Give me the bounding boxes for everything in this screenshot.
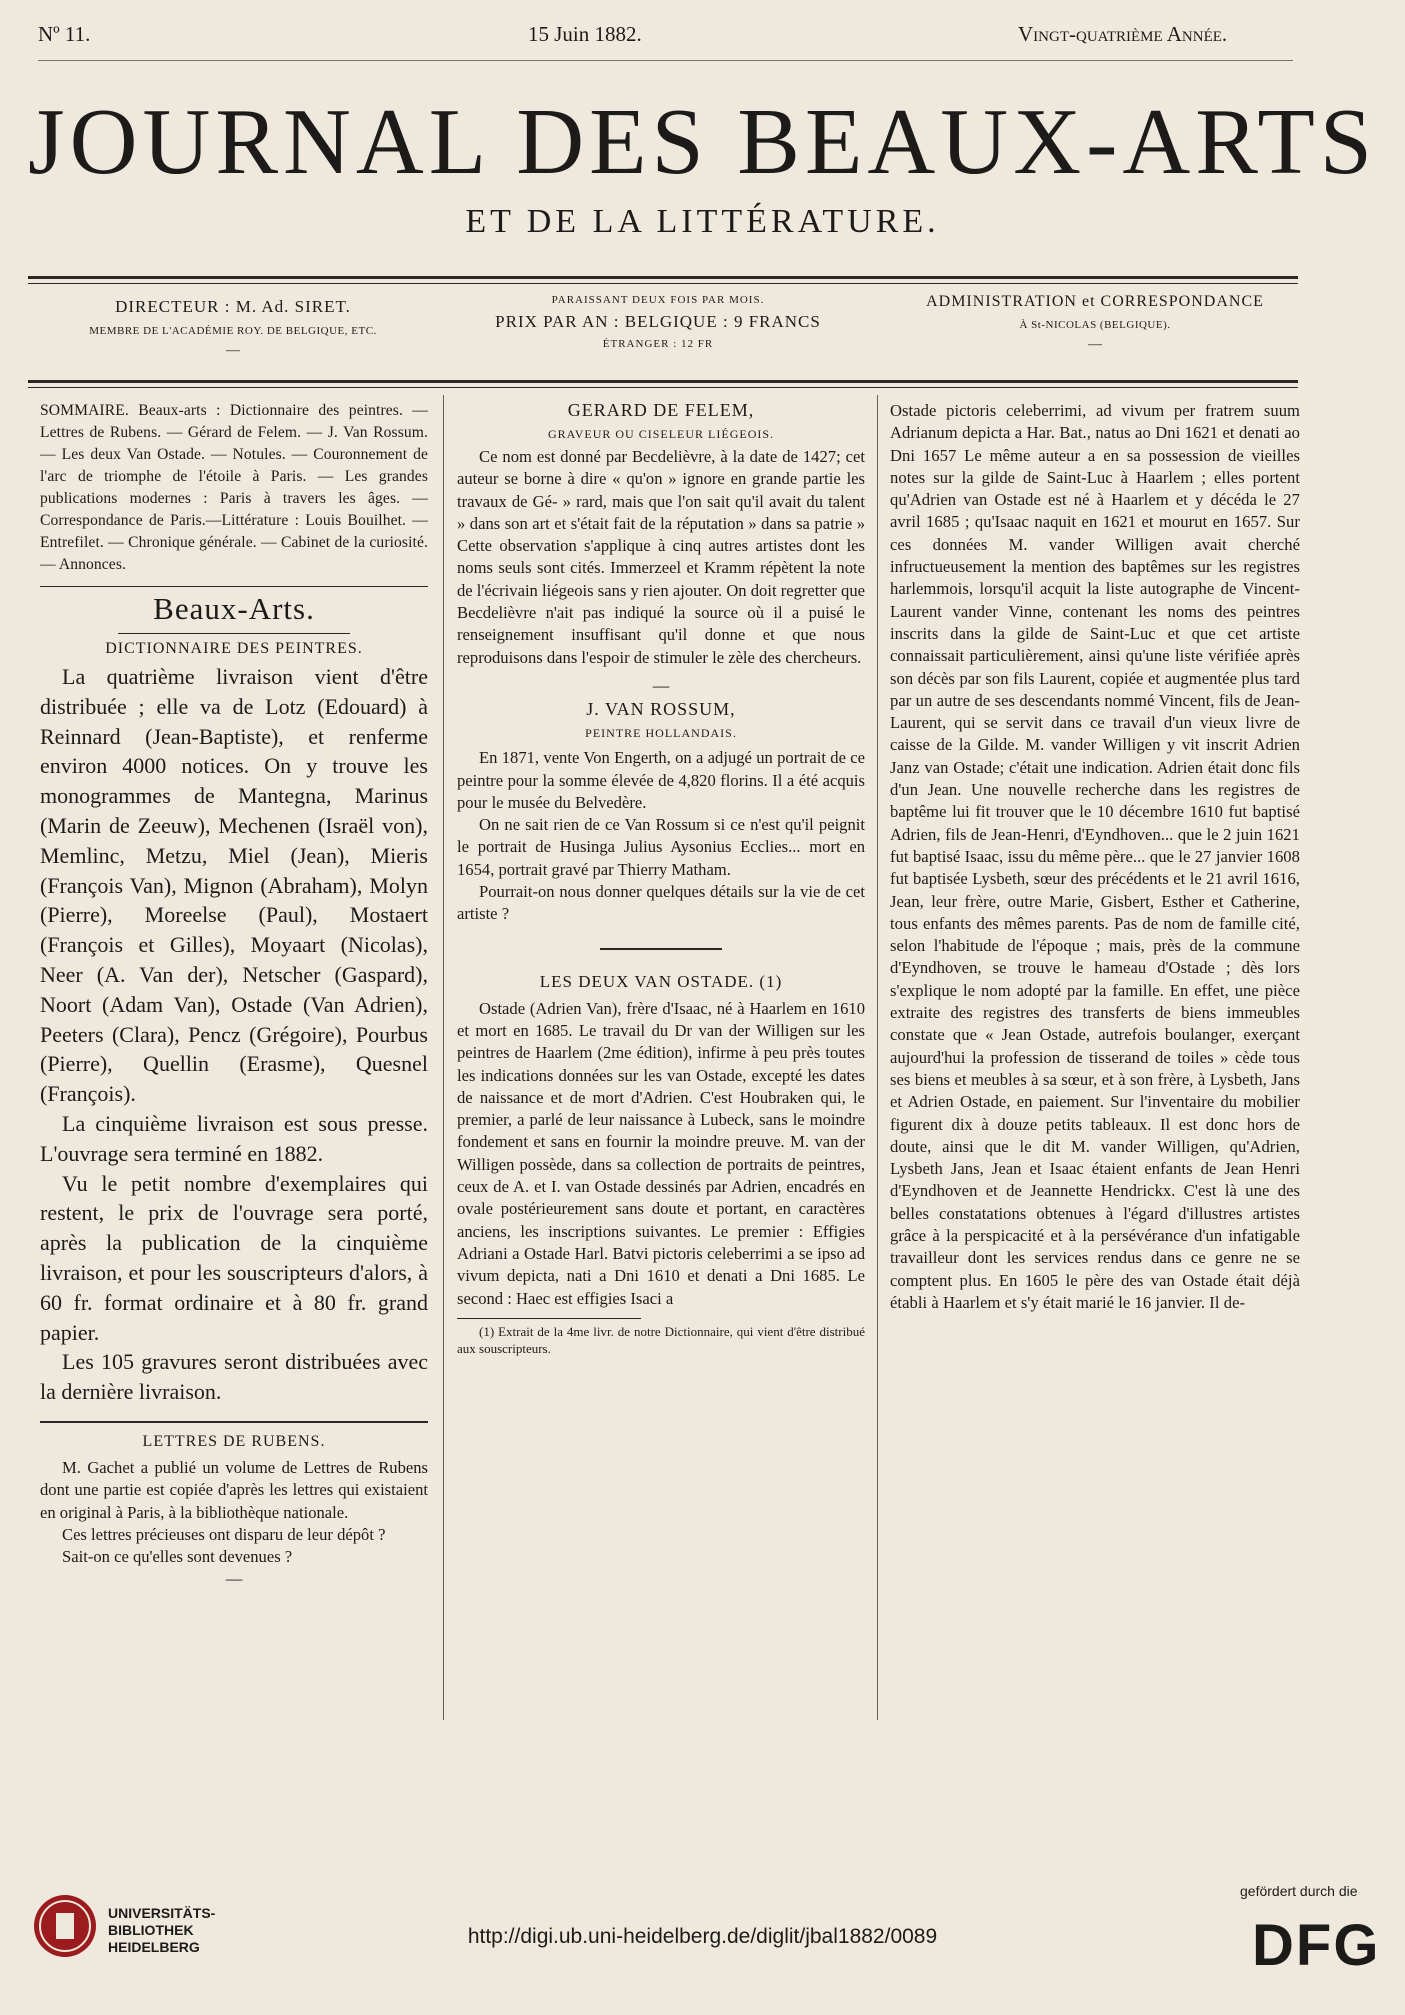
body-rule-thin <box>28 387 1298 388</box>
director-membership: MEMBRE DE L'ACADÉMIE ROY. DE BELGIQUE, ETC. <box>89 325 377 337</box>
info-left-dash: — <box>226 343 240 358</box>
rossum-paragraph-2: On ne sait rien de ce Van Rossum si ce n'est qu'il peignit le portrait de Husinga Julius Aysonius Ecclies... mort en 1654, portrait gravé par Thierry Matham. <box>457 815 865 879</box>
foreign-price: ÉTRANGER : 12 FR <box>602 338 714 350</box>
column-3 <box>890 400 1300 1314</box>
university-name: UNIVERSITÄTS- BIBLIOTHEK HEIDELBERG <box>108 1905 216 1955</box>
info-right <box>885 293 1305 353</box>
rossum-paragraph-1: En 1871, vente Von Engerth, on a adjugé un portrait de ce peintre pour la somme élevée de 4,820 florins. Il a été acquis pour le musée du Belvedère. <box>457 748 865 812</box>
director-line: DIRECTEUR : M. Ad. SIRET. <box>115 297 351 316</box>
rubens-paragraph-3: Sait-on ce qu'elles sont devenues ? <box>62 1547 293 1567</box>
felem-heading: GERARD DE FELEM, <box>567 400 755 420</box>
ostade-heading: LES DEUX VAN OSTADE. (1) <box>539 971 783 991</box>
column-2 <box>457 400 865 1357</box>
section-title: Beaux-Arts. <box>153 591 315 626</box>
issue-number: Nº 11. <box>38 22 91 46</box>
source-url[interactable]: http://digi.ub.uni-heidelberg.de/diglit/jbal1882/0089 <box>467 1925 938 1948</box>
dictionary-paragraph-2: La cinquième livraison est sous presse. L'ouvrage sera terminé en 1882. <box>40 1110 428 1166</box>
rubens-paragraph-1: M. Gachet a publié un volume de Lettres de Rubens dont une partie est copiée d'après les lettres qui existaient en original à Paris, à la bibliothèque nationale. <box>40 1457 428 1522</box>
felem-subheading: GRAVEUR OU CISELEUR LIÉGEOIS. <box>547 427 775 441</box>
felem-paragraph: Ce nom est donné par Becdelièvre, à la date de 1427; cet auteur se borne à dire « qu'on » ignore en grande partie les travaux de Gé- » rard, mais que l'on sait qu'il avait du talent » dans son art et s'était fait de la réputation » dans sa patrie » Cette observation s'applique à cinq autres artistes dont les noms seuls sont cités. Immerzeel et Kramm répètent la note de l'écrivain liégeois sans y rien ajouter. On doit regretter que Becdelièvre n'ait pas indiqué la source où il a puisé le renseignement insuffisant qu'il donne et que nous reproduisons dans l'espoir de stimuler le zèle des chercheurs. <box>457 447 866 667</box>
administration-address: À St-NICOLAS (BELGIQUE). <box>1019 319 1171 331</box>
administration-line: ADMINISTRATION et CORRESPONDANCE <box>926 293 1264 310</box>
funding-label: gefördert durch die <box>1240 1883 1358 1899</box>
column-separator-2 <box>877 395 878 1720</box>
rubens-paragraph-2: Ces lettres précieuses ont disparu de leur dépôt ? <box>62 1524 386 1544</box>
body-rule <box>28 380 1298 383</box>
rossum-paragraph-3: Pourrait-on nous donner quelques détails sur la vie de cet artiste ? <box>457 882 865 924</box>
year-label: Vingt-quatrième Année. <box>1018 22 1228 46</box>
info-left <box>38 297 428 359</box>
dictionary-paragraph-3: Vu le petit nombre d'exemplaires qui restent, le prix de l'ouvrage sera porté, après la publication de la cinquième livraison, et pour les souscripteurs d'alors, à 60 fr. format ordinaire et à 80 fr. grand papier. <box>40 1170 428 1345</box>
issue-date: 15 Juin 1882. <box>528 22 642 46</box>
column-1-end-dash: — <box>225 1569 243 1589</box>
top-rule <box>38 60 1293 61</box>
footnote: (1) Extrait de la 4me livr. de notre Dictionnaire, qui vient d'être distribué aux souscripteurs. <box>457 1323 865 1356</box>
rubens-heading: LETTRES DE RUBENS. <box>142 1432 326 1450</box>
info-right-dash: — <box>1088 337 1102 352</box>
column-2-dash: — <box>652 675 670 695</box>
publication-frequency: PARAISSANT DEUX FOIS PAR MOIS. <box>551 294 765 306</box>
ostade-paragraph: Ostade (Adrien Van), frère d'Isaac, né à Haarlem en 1610 et mort en 1685. Le travail du Dr van der Willigen sur les peintres de Haarlem (2me édition), infirme à peu près toutes les indications données sur les van Ostade, excepté les dates de naissance et de mort d'Adrien. C'est Houbraken qui, le premier, a parlé de leur naissance à Lubeck, sans le moindre fondement et sans en fournir la moindre preuve. M. van der Willigen possède, dans sa collection de portraits de peintres, ceux de A. et I. van Ostade dessinés par Adrien, encadrés en ovale postérieurement sans doute et portant, en caractères anciens, les inscriptions suivantes. Le premier : Effigies Adriani a Ostade Harl. Batvi pictoris celeberrimi a se ipso ad vivum depicta, nati a Dni 1610 et denati a Dni 1685. Le second : Haec est effigies Isaci a <box>457 998 865 1308</box>
dictionary-heading: DICTIONNAIRE DES PEINTRES. <box>105 640 363 657</box>
dictionary-paragraph-1: La quatrième livraison vient d'être distribuée ; elle va de Lotz (Edouard) à Reinnard (Jean-Baptiste), et renferme environ 4000 notices. On y trouve les monogrammes de Mantegna, Marinus (Marin de Zeeuw), Mechenen (Israël von), Memlinc, Metzu, Miel (Jean), Mieris (François Van), Mignon (Abraham), Molyn (Pierre), Moreelse (Paul), Mostaert (François et Gilles), Moyaart (Nicolas), Neer (A. Van der), Netscher (Gaspard), Noort (Adam Van), Ostade (Van Adrien), Peeters (Clara), Pencz (Grégoire), Pourbus (Pierre), Quellin (Erasme), Quesnel (François). <box>40 664 428 1107</box>
rossum-heading: J. VAN ROSSUM, <box>586 699 736 720</box>
rossum-subheading: PEINTRE HOLLANDAIS. <box>585 726 737 741</box>
table-of-contents: SOMMAIRE. Beaux-arts : Dictionnaire des peintres. — Lettres de Rubens. — Gérard de Felem. — J. Van Rossum. — Les deux Van Ostade. — Notules. — Couronnement de l'arc de triomphe de l'étoile à Paris. — Les grandes publications modernes : Paris à travers les âges. — Correspondance de Paris.—Littérature : Louis Bouilhet. — Entrefilet. — Chronique générale. — Cabinet de la curiosité. — Annonces. <box>40 402 428 573</box>
subscription-price: PRIX PAR AN : BELGIQUE : 9 FRANCS <box>495 312 821 331</box>
column-separator-1 <box>443 395 444 1720</box>
journal-subtitle: ET DE LA LITTÉRATURE. <box>465 203 940 240</box>
info-middle <box>448 294 868 350</box>
column-1 <box>40 400 428 1591</box>
header-rule <box>28 276 1298 279</box>
header-rule-thin <box>28 283 1298 284</box>
journal-title: JOURNAL DES BEAUX-ARTS <box>27 90 1378 194</box>
dictionary-paragraph-4: Les 105 gravures seront distribuées avec la dernière livraison. <box>40 1349 428 1405</box>
ostade-continuation: Ostade pictoris celeberrimi, ad vivum per fratrem suum Adrianum depicta a Har. Bat., natus ao Dni 1621 et denati ao Dni 1657 Le même auteur a en sa possession de vieilles notes sur la gilde de Saint-Luc à Haarlem ; elles portent qu'Adrien van Ostade est né à Haarlem et y décéda le 27 avril 1685 ; qu'Isaac naquit en 1621 et mourut en 1657. Sur ces données M. vander Willigen avait cherché infructueusement la mention des baptêmes sur les registres harlemmois, lorsqu'il acquit la liste autographe de Vincent-Laurent vander Vinne, contenant les noms des peintres inscrits dans la gilde de Saint-Luc et que cet artiste connaissait particulièrement, ainsi qu'une liste vérifiée après son décès par son fils Laurent, copiée et augmentée plus tard par un autre de ses descendants nommé Vincent, fils de Jean-Laurent, qui se servit dans ce travail d'un vieux livre de caisse de la Gilde. M. vander Willigen y vit inscrit Adrien Janz van Ostade; c'était une indication. Adrien était donc fils d'un Jean. Une nouvelle recherche dans les registres de baptême lui fit trouver que le 10 décembre 1610 fut baptisé Adrien, fils de Jean-Henri, d'Eyndhoven... que le 2 juin 1621 fut baptisé Isaac, issu du même père... que le 27 janvier 1608 fut baptisée Lysbeth, sœur des précédents et le 21 avril 1616, Jean, leur frère, outre Marie, Gisbert, Esther et Catherine, tous enfants des mêmes parents. Pas de nom de famille cité, selon l'habitude de l'époque ; mais, près de la commune d'Eyndhoven, se trouve le hameau d'Ostade ; dès lors s'explique le nom adopté par la famille. En effet, une pièce extraite des registres des transferts de biens immeubles constate que « Jean Ostade, autrefois boulanger, exerçant aujourd'hui la profession de tisserand de toiles » cède tous ses biens et meubles à sa sœur, et à son frère, à Lysbeth, Jans et Adrien Ostade, en paiement. Sur l'inventaire du mobilier figurent dix à douze petits tableaux. Il est donc hors de doute, ainsi que le dit M. vander Willigen, qu'Adrien, Lysbeth Jans, Jean et Isaac étaient enfants de Jean Henri d'Eyndhoven et de Jeannette Hendrickx. C'est là une des belles constatations obtenues à l'égard d'illustres artistes grâce à la perspicacité et à la persévérance d'un infatigable travailleur dont les services rendus dans ce genre ne se comptent plus. En 1605 le père des van Ostade était déjà établi à Haarlem et s'y était marié le 16 janvier. Il de- <box>890 401 1300 1312</box>
dfg-logo: DFG <box>1252 1913 1381 1978</box>
